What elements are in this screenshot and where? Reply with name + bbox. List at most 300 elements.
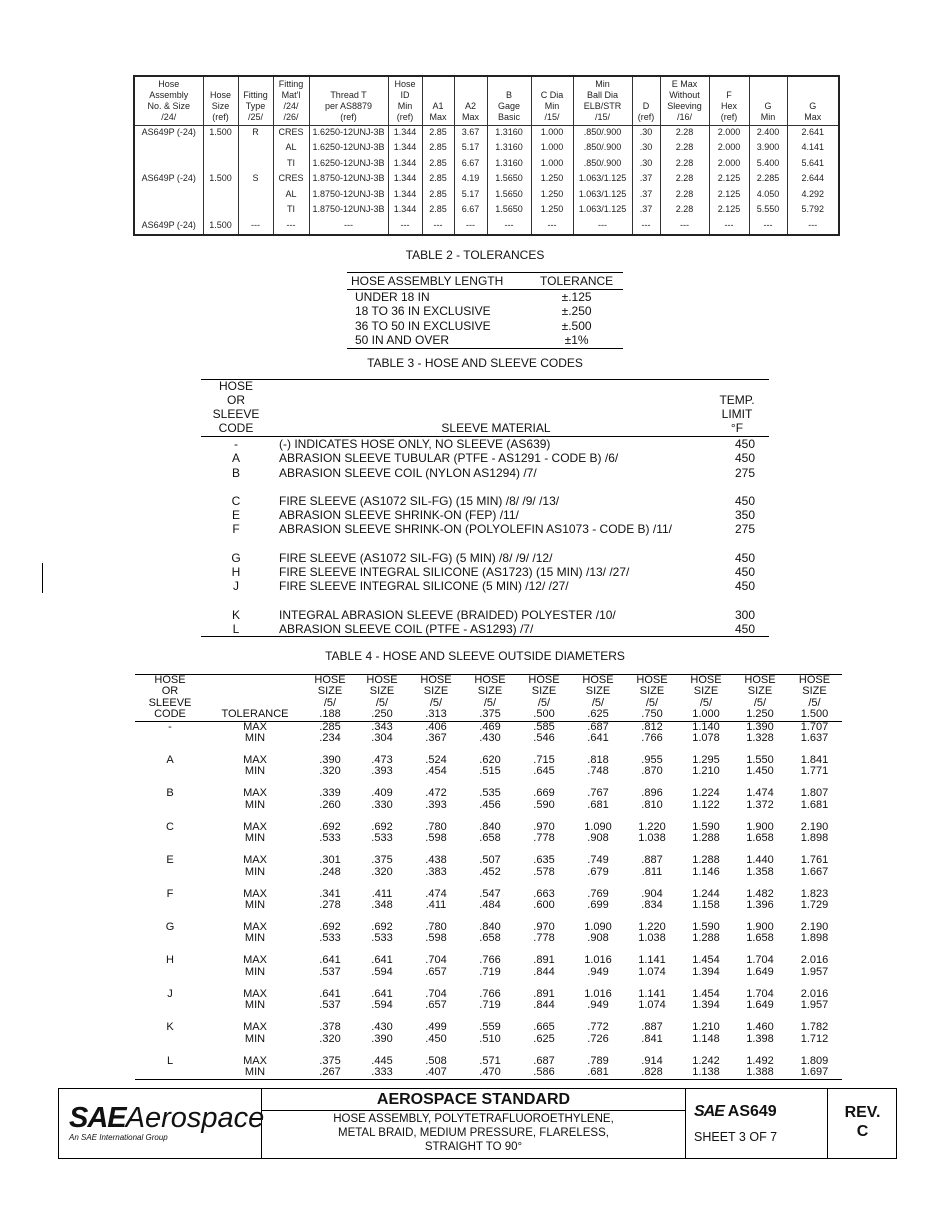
table-1-cell: AS649P (-24) (135, 219, 203, 234)
table-1-row (135, 203, 838, 218)
table-1-cell: .30 (632, 157, 660, 172)
table-4-max-value: .469 (479, 720, 501, 733)
table-4-min-value: 1.148 (692, 1032, 720, 1045)
table-4-max-value: .812 (641, 720, 663, 733)
table-3-group-gap (201, 480, 769, 494)
table-4-max-value: .789 (587, 1054, 609, 1067)
table-4-code-blank (135, 967, 205, 978)
table-4-max-value: 1.809 (800, 1054, 829, 1067)
table-4-max-value: .715 (533, 754, 555, 767)
table-4-code: K (166, 1021, 174, 1034)
table-1-row (135, 141, 838, 156)
table-4-tolerance-min: MIN (244, 732, 266, 745)
table-4-col-size: HOSE SIZE /5/ .250 (355, 675, 409, 722)
table-4-min-value: .430 (479, 732, 501, 745)
table-4-col-size: HOSE SIZE /5/ 1.500 (787, 675, 842, 722)
table-2-length: UNDER 18 IN (355, 290, 430, 304)
table-4-max-value: 1.141 (638, 954, 666, 967)
table-1-cell: 1.344 (388, 157, 422, 172)
table-1-row (135, 172, 838, 187)
table-1-cell (135, 157, 203, 172)
table-4-max-value: .904 (641, 887, 663, 900)
table-4-min-value: 1.957 (800, 965, 829, 978)
table-2-col-tolerance: TOLERANCE (530, 273, 623, 290)
table-1-cell: 1.344 (388, 172, 422, 187)
table-4-max-value: .692 (371, 921, 393, 934)
table-4-row-min (135, 933, 842, 944)
table-4-code: G (165, 921, 175, 934)
table-4-min-value: .844 (533, 999, 555, 1012)
table-4-col-size: HOSE SIZE /5/ .188 (305, 675, 355, 722)
table-1-cell (238, 157, 273, 172)
description-line-2: METAL BRAID, MEDIUM PRESSURE, FLARELESS, (338, 1127, 609, 1139)
table-2-tolerance: ±.125 (561, 290, 592, 304)
table-4-code: H (166, 954, 174, 967)
table-4-min-value: .304 (371, 732, 393, 745)
table-1-cell: --- (309, 219, 388, 234)
table-1-cell: 1.3160 (487, 157, 531, 172)
table-3-row (201, 622, 769, 636)
table-4-min-value: 1.771 (800, 765, 829, 778)
table-4-max-value: 1.550 (746, 754, 774, 767)
table-1-cell (203, 203, 238, 218)
table-4-max-value: .663 (533, 887, 555, 900)
table-3-temp: 450 (734, 579, 756, 594)
table-1-cell: 4.292 (801, 188, 825, 199)
table-4-code-blank (135, 1000, 205, 1011)
table-1-cell: 1.000 (531, 157, 573, 172)
table-3-row (201, 494, 769, 508)
table-1-cell: 1.344 (388, 141, 422, 156)
table-3-code: K (231, 607, 240, 622)
table-4-max-value: .970 (533, 820, 555, 833)
table-4-min-value: .657 (425, 999, 447, 1012)
table-3-group-gap (201, 594, 769, 608)
table-4-min-value: .393 (371, 765, 393, 778)
table-4-row-min (135, 1067, 842, 1079)
table-4-min-value: .949 (587, 965, 609, 978)
revision-letter: C (856, 1123, 869, 1140)
table-4-max-value: 1.707 (800, 720, 829, 733)
table-4-max-value: .641 (319, 954, 341, 967)
table-4-min-value: .454 (425, 765, 447, 778)
table-4-min-value: 1.450 (746, 765, 774, 778)
table-4-min-value: .645 (533, 765, 555, 778)
table-4-tolerance-max: MAX (243, 720, 267, 733)
table-4-min-value: .600 (533, 899, 555, 912)
table-4-max-value: .887 (641, 1021, 663, 1034)
table-4-max-value: .378 (319, 1021, 341, 1034)
table-4-tolerance-max: MAX (243, 1054, 267, 1067)
table-1-cell: 2.125 (709, 188, 749, 203)
table-4-min-value: .658 (479, 832, 501, 845)
table-1-col-header: Hose ID Min (ref) (388, 77, 422, 126)
table-1-dimensions (133, 75, 840, 236)
table-3-code: F (232, 522, 240, 537)
table-3-temp: 450 (734, 550, 756, 565)
table-4-max-value: 1.474 (746, 787, 774, 800)
table-1-cell: 1.6250-12UNJ-3B (309, 126, 388, 142)
table-1-col-header: A2 Max (454, 77, 487, 126)
table-1-header-row (135, 77, 838, 126)
table-4-max-value: 1.242 (692, 1054, 720, 1067)
table-4-max-value: .955 (641, 754, 663, 767)
table-2-tolerance: ±1% (530, 333, 623, 348)
table-1-cell: 1.5650 (487, 203, 531, 218)
table-1-cell (203, 157, 238, 172)
table-4-max-value: 1.590 (692, 921, 720, 934)
table-1-cell: 2.644 (801, 173, 825, 184)
table-3-hose-sleeve-codes (201, 379, 769, 637)
table-4-caption: TABLE 4 - HOSE AND SLEEVE OUTSIDE DIAMETERS (325, 649, 625, 663)
table-3-code: L (232, 621, 240, 636)
table-3-code: B (231, 465, 240, 480)
table-4-min-value: 1.729 (800, 899, 829, 912)
table-4-max-value: 1.390 (746, 720, 774, 733)
table-4-tolerance-min: MIN (205, 1067, 305, 1079)
table-4-min-value: 1.078 (692, 732, 720, 745)
table-4-code-blank (135, 867, 205, 878)
table-4-max-value: .891 (533, 954, 555, 967)
table-4-min-value: .450 (425, 1032, 447, 1045)
table-1-col-header: B Gage Basic (487, 77, 531, 126)
table-3-temp: 450 (734, 565, 756, 580)
table-4-max-value: 2.016 (800, 954, 829, 967)
table-1-cell: 1.6250-12UNJ-3B (309, 157, 388, 172)
table-1-cell (238, 141, 273, 156)
doc-sae-logo: SAE (694, 1103, 724, 1120)
table-4-min-value: 1.288 (692, 832, 720, 845)
table-2-length: 36 TO 50 IN EXCLUSIVE (355, 318, 491, 333)
table-3-temp: 450 (734, 493, 756, 508)
table-4-min-value: 1.288 (692, 932, 720, 945)
table-1-cell: CRES (273, 172, 309, 187)
table-1-cell: 2.28 (660, 203, 709, 218)
table-4-min-value: 1.158 (692, 899, 720, 912)
table-4-code: F (166, 887, 174, 900)
table-1-cell: AL (273, 188, 309, 203)
table-4-max-value: 1.440 (746, 854, 774, 867)
table-1-cell: 2.125 (709, 172, 749, 187)
table-4-max-value: .406 (425, 720, 447, 733)
table-4-max-value: 1.823 (800, 887, 829, 900)
table-4-max-value: .766 (479, 954, 501, 967)
table-4-row-min (135, 900, 842, 911)
table-4-tolerance-min: MIN (244, 865, 266, 878)
table-4-code-blank (135, 733, 205, 744)
table-4-code: E (166, 854, 174, 867)
table-1-cell: 2.400 (749, 126, 787, 142)
table-4-min-value: .594 (371, 999, 393, 1012)
table-1-cell: .850/.900 (573, 157, 632, 172)
table-4-min-value: 1.074 (638, 965, 666, 978)
table-4-tolerance-min: MIN (244, 999, 266, 1012)
table-4-tolerance-max: MAX (243, 887, 267, 900)
table-1-cell: .30 (632, 141, 660, 156)
table-4-max-value: 1.210 (692, 1021, 720, 1034)
table-4-min-value: .844 (533, 965, 555, 978)
table-4-code-blank (135, 833, 205, 844)
table-1-cell: 1.250 (531, 203, 573, 218)
table-4-max-value: .535 (479, 787, 501, 800)
table-1-cell: .850/.900 (573, 141, 632, 156)
table-1-cell: 1.500 (203, 172, 238, 187)
table-4-max-value: 1.224 (692, 787, 720, 800)
table-4-max-value: 1.016 (584, 954, 612, 967)
table-4-code: C (166, 820, 174, 833)
table-3-code: - (234, 437, 238, 451)
table-4-max-value: 1.220 (638, 921, 666, 934)
table-4-max-value: .524 (425, 754, 447, 767)
document-type: AEROSPACE STANDARD (262, 1089, 685, 1111)
table-4-max-value: 1.590 (692, 820, 720, 833)
table-2-row (347, 304, 623, 318)
table-1-cell: --- (422, 219, 454, 234)
table-4-min-value: .515 (479, 765, 501, 778)
table-4-code: B (166, 787, 174, 800)
table-1-cell: --- (808, 219, 818, 230)
table-4-max-value: .766 (479, 987, 501, 1000)
table-4-min-value: .719 (479, 965, 501, 978)
table-1-col-header: Thread T per AS8879 (ref) (309, 77, 388, 126)
table-3-material: INTEGRAL ABRASION SLEEVE (BRAIDED) POLYESTER /10/ (279, 607, 616, 622)
table-4-tolerance-min: MIN (244, 798, 266, 811)
table-4-min-value: 1.138 (679, 1067, 733, 1079)
table-4-max-value: .635 (533, 854, 555, 867)
table-1-cell: 1.344 (388, 203, 422, 218)
table-4-min-value: 1.658 (746, 832, 774, 845)
table-2-length: 50 IN AND OVER (347, 333, 530, 348)
table-4-col-size: HOSE SIZE /5/ .625 (571, 675, 625, 722)
table-1-col-header: D (ref) (632, 77, 660, 126)
table-4-min-value: .594 (371, 965, 393, 978)
revision-label: REV. (844, 1104, 881, 1121)
sae-aerospace-logo (59, 1089, 265, 1158)
table-3-material: FIRE SLEEVE (AS1072 SIL-FG) (15 MIN) /8/ /9/ /13/ (279, 493, 560, 508)
revision-bar (42, 563, 43, 593)
table-4-max-value: 1.295 (692, 754, 720, 767)
table-1-cell: 2.85 (422, 141, 454, 156)
table-4-max-value: 1.220 (638, 820, 666, 833)
table-4-max-value: 1.900 (746, 820, 774, 833)
table-4-row-min (135, 1000, 842, 1011)
table-2-row (347, 319, 623, 333)
table-4-min-value: .658 (479, 932, 501, 945)
table-4-min-value: 1.649 (746, 999, 774, 1012)
table-1-cell (203, 141, 238, 156)
table-4-min-value: .533 (319, 932, 341, 945)
table-1-cell: S (238, 172, 273, 187)
table-4-min-value: .533 (371, 832, 393, 845)
table-4-max-value: .780 (425, 921, 447, 934)
table-4-max-value: 1.454 (692, 987, 720, 1000)
table-4-min-value: .811 (641, 865, 663, 878)
table-4-max-value: 1.140 (692, 720, 720, 733)
table-4-max-value: .507 (479, 854, 501, 867)
table-4-min-value: .778 (533, 932, 555, 945)
table-4-max-value: 1.704 (746, 954, 774, 967)
table-4-max-value: .818 (587, 754, 609, 767)
table-1-cell: 5.550 (749, 203, 787, 218)
table-4-min-value: .533 (319, 832, 341, 845)
table-4-min-value: 1.394 (692, 965, 720, 978)
sheet-number: SHEET 3 OF 7 (694, 1130, 778, 1144)
table-1-cell: 1.063/1.125 (573, 172, 632, 187)
revision-cell (828, 1089, 897, 1158)
table-1-cell: TI (273, 157, 309, 172)
table-4-max-value: .339 (319, 787, 341, 800)
table-1-cell: 3.900 (749, 141, 787, 156)
table-4-min-value: .719 (479, 999, 501, 1012)
table-3-row (201, 565, 769, 579)
table-4-max-value: 1.782 (800, 1021, 829, 1034)
table-4-col-size: HOSE SIZE /5/ .750 (625, 675, 679, 722)
table-4-min-value: .598 (425, 832, 447, 845)
table-4-min-value: .470 (463, 1067, 517, 1079)
table-1-col-header: E Max Without Sleeving /16/ (660, 77, 709, 126)
table-1-cell: AS649P (-24) (135, 126, 203, 142)
table-4-min-value: .393 (425, 798, 447, 811)
table-4-min-value: .681 (587, 798, 609, 811)
table-1-cell: 2.28 (660, 141, 709, 156)
table-3-code: A (231, 451, 240, 466)
table-4-min-value: 1.394 (692, 999, 720, 1012)
table-4-row-min (135, 766, 842, 777)
table-1-cell: 2.85 (422, 172, 454, 187)
table-4-max-value: .692 (371, 820, 393, 833)
table-3-material: ABRASION SLEEVE COIL (PTFE - AS1293) /7/ (279, 621, 534, 636)
table-4-max-value: .474 (425, 887, 447, 900)
table-4-col-size: HOSE SIZE /5/ .500 (517, 675, 571, 722)
table-4-max-value: .692 (319, 921, 341, 934)
table-4-tolerance-max: MAX (243, 954, 267, 967)
table-3-row (201, 437, 769, 451)
table-4-min-value: .598 (425, 932, 447, 945)
table-1-cell: --- (454, 219, 487, 234)
table-4-row-max (135, 855, 842, 866)
table-4-max-value: .687 (533, 1054, 555, 1067)
table-4-max-value: .301 (319, 854, 341, 867)
table-4-code: J (167, 987, 173, 1000)
table-4-min-value: 1.388 (733, 1067, 787, 1079)
table-4-code-blank (135, 1034, 205, 1045)
table-4-min-value: .320 (319, 765, 341, 778)
table-4-max-value: 1.460 (746, 1021, 774, 1034)
table-3-code: J (233, 579, 239, 594)
table-4-min-value: .484 (479, 899, 501, 912)
table-3-temp: 450 (734, 621, 756, 636)
logo-subtitle: An SAE International Group (69, 1133, 168, 1142)
table-4-tolerance-max: MAX (243, 854, 267, 867)
table-4-max-value: .343 (371, 720, 393, 733)
table-1-cell: 1.500 (203, 126, 238, 142)
table-1-cell: --- (709, 219, 749, 234)
table-4-min-value: .510 (479, 1032, 501, 1045)
table-4-min-value: 1.328 (746, 732, 774, 745)
table-3-temp: 275 (734, 522, 756, 537)
table-4-min-value: .367 (425, 732, 447, 745)
table-4-min-value: .278 (319, 899, 341, 912)
table-4-max-value: .704 (425, 987, 447, 1000)
table-1-cell: 4.19 (454, 172, 487, 187)
table-4-min-value: 1.658 (746, 932, 774, 945)
table-4-header-row (135, 675, 842, 722)
table-4-row-max (135, 1022, 842, 1033)
table-1-row (135, 126, 838, 142)
table-3-col-temp: TEMP. LIMIT °F (719, 393, 755, 435)
table-4-max-value: .585 (533, 720, 555, 733)
table-4-min-value: .348 (371, 899, 393, 912)
table-2-caption: TABLE 2 - TOLERANCES (405, 248, 545, 262)
table-4-min-value: .533 (371, 932, 393, 945)
table-1-cell: 1.344 (388, 126, 422, 142)
table-1-cell: 1.344 (388, 188, 422, 203)
table-4-min-value: .537 (319, 965, 341, 978)
table-4-max-value: .840 (479, 921, 501, 934)
table-4-min-value: .908 (587, 832, 609, 845)
table-4-max-value: 1.900 (746, 921, 774, 934)
table-2-col-length: HOSE ASSEMBLY LENGTH (347, 273, 530, 290)
table-2-length: 18 TO 36 IN EXCLUSIVE (355, 304, 491, 319)
table-4-max-value: .641 (319, 987, 341, 1000)
table-4-max-value: .438 (425, 854, 447, 867)
table-4-min-value: .320 (371, 865, 393, 878)
table-1-cell: 5.17 (454, 141, 487, 156)
table-4-max-value: 1.244 (692, 887, 720, 900)
table-4-max-value: .780 (425, 820, 447, 833)
table-4-max-value: .896 (641, 787, 663, 800)
table-4-max-value: .445 (371, 1054, 393, 1067)
table-3-material: FIRE SLEEVE INTEGRAL SILICONE (AS1723) (15 MIN) /13/ /27/ (279, 565, 630, 580)
table-1-cell: 3.67 (454, 126, 487, 142)
table-1-cell: --- (632, 219, 660, 234)
table-1-cell: --- (273, 219, 309, 234)
table-1-cell: 4.050 (749, 188, 787, 203)
table-1-cell: 6.67 (454, 157, 487, 172)
table-1-cell: 1.250 (531, 172, 573, 187)
table-4-row-min (135, 1034, 842, 1045)
table-4-min-value: .320 (319, 1032, 341, 1045)
table-1-cell: 1.5650 (487, 188, 531, 203)
table-1-cell: R (238, 126, 273, 142)
table-4-max-value: 1.492 (746, 1054, 774, 1067)
table-4-min-value: 1.358 (746, 865, 774, 878)
table-4-min-value: .810 (641, 798, 663, 811)
table-1-cell: 1.063/1.125 (573, 203, 632, 218)
table-4-col-size: HOSE SIZE /5/ .375 (463, 675, 517, 722)
table-4-max-value: .473 (371, 754, 393, 767)
table-4-max-value: .641 (371, 987, 393, 1000)
table-4-min-value: 1.122 (692, 798, 720, 811)
description-line-3: STRAIGHT TO 90° (424, 1141, 523, 1153)
table-4-tolerance-max: MAX (243, 754, 267, 767)
table-4-max-value: .430 (371, 1021, 393, 1034)
table-1-cell (135, 141, 203, 156)
table-4-tolerance-min: MIN (244, 965, 266, 978)
table-4-min-value: .726 (587, 1032, 609, 1045)
table-3-temp: 275 (734, 465, 756, 480)
table-4-max-value: .687 (587, 720, 609, 733)
table-4-min-value: 1.667 (800, 865, 829, 878)
table-4-min-value: 1.210 (692, 765, 720, 778)
table-4-min-value: .870 (641, 765, 663, 778)
table-4-min-value: 1.649 (746, 965, 774, 978)
table-4-col-size: HOSE SIZE /5/ .313 (409, 675, 463, 722)
table-1-cell: .37 (632, 203, 660, 218)
table-4-code-blank (135, 1067, 205, 1079)
table-4-max-value: .547 (479, 887, 501, 900)
table-1-cell (203, 188, 238, 203)
